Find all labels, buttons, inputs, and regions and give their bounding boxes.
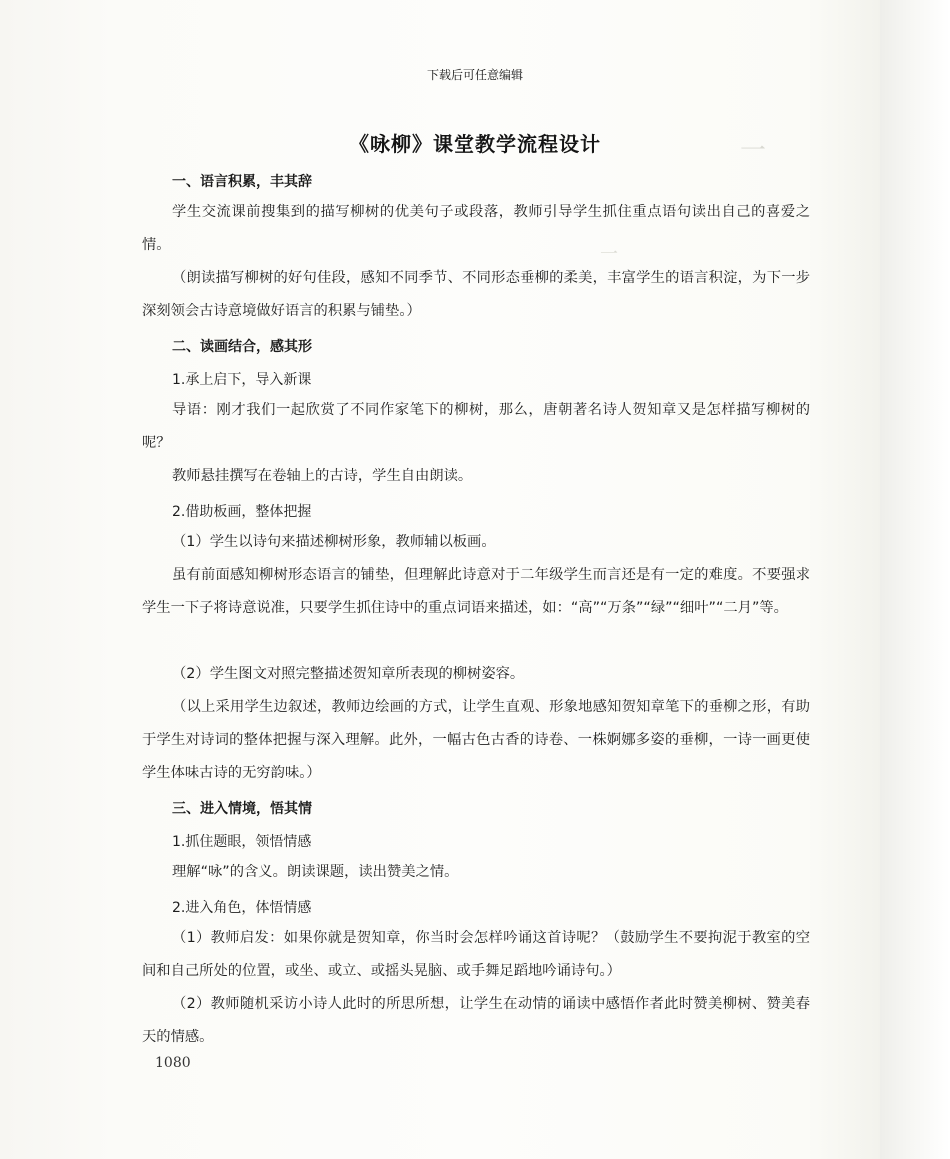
paragraph: （2）学生图文对照完整描述贺知章所表现的柳树姿容。 (172, 666, 525, 682)
paragraph: 虽有前面感知柳树形态语言的铺垫，但理解此诗意对于二年级学生而言还是有一定的难度。不要强求学生一下子将诗意说准，只要学生抓住诗中的重点词语来描述，如：“高”“万条”“绿”“细叶”“二月”等。 (142, 567, 810, 616)
paragraph: 学生交流课前搜集到的描写柳树的优美句子或段落，教师引导学生抓住重点语句读出自己的喜爱之情。 (142, 204, 810, 253)
paragraph: 导语：刚才我们一起欣赏了不同作家笔下的柳树，那么，唐朝著名诗人贺知章又是怎样描写柳树的呢？ (142, 402, 810, 451)
section-heading-3: 三、进入情境，悟其情 (172, 801, 312, 817)
section-heading-1: 一、语言积累，丰其辞 (172, 174, 312, 190)
page-title: 《咏柳》课堂教学流程设计 (349, 132, 601, 156)
section-heading-2: 二、读画结合，感其形 (172, 339, 312, 355)
subheading: 2.借助板画，整体把握 (172, 504, 312, 520)
subheading: 1.抓住题眼，领悟情感 (172, 834, 312, 850)
paragraph: （以上采用学生边叙述，教师边绘画的方式，让学生直观、形象地感知贺知章笔下的垂柳之形，有助于学生对诗词的整体把握与深入理解。此外，一幅古色古香的诗卷、一株婀娜多姿的垂柳，一诗一画更使学生体味古诗的无穷韵味。） (142, 699, 810, 781)
show-through-mark: 一 (600, 244, 618, 265)
page-number: 1080 (155, 1055, 191, 1071)
paragraph: （1）学生以诗句来描述柳树形象，教师辅以板画。 (172, 534, 496, 550)
page-edge-shadow (880, 0, 950, 1159)
subheading: 1.承上启下，导入新课 (172, 372, 312, 388)
paragraph: （朗读描写柳树的好句佳段，感知不同季节、不同形态垂柳的柔美，丰富学生的语言积淀，为下一步深刻领会古诗意境做好语言的积累与铺垫。） (142, 270, 810, 319)
show-through-mark: 一 (740, 136, 767, 166)
subheading: 2.进入角色，体悟情感 (172, 900, 312, 916)
paragraph: （1）教师启发：如果你就是贺知章，你当时会怎样吟诵这首诗呢？（鼓励学生不要拘泥于教室的空间和自己所处的位置，或坐、或立、或摇头晃脑、或手舞足蹈地吟诵诗句。） (142, 930, 810, 979)
paragraph: 教师悬挂撰写在卷轴上的古诗，学生自由朗读。 (172, 468, 473, 484)
header-note: 下载后可任意编辑 (426, 68, 523, 82)
paragraph: （2）教师随机采访小诗人此时的所思所想，让学生在动情的诵读中感悟作者此时赞美柳树、赞美春天的情感。 (142, 996, 810, 1045)
paragraph: 理解“咏”的含义。朗读课题，读出赞美之情。 (172, 864, 459, 880)
